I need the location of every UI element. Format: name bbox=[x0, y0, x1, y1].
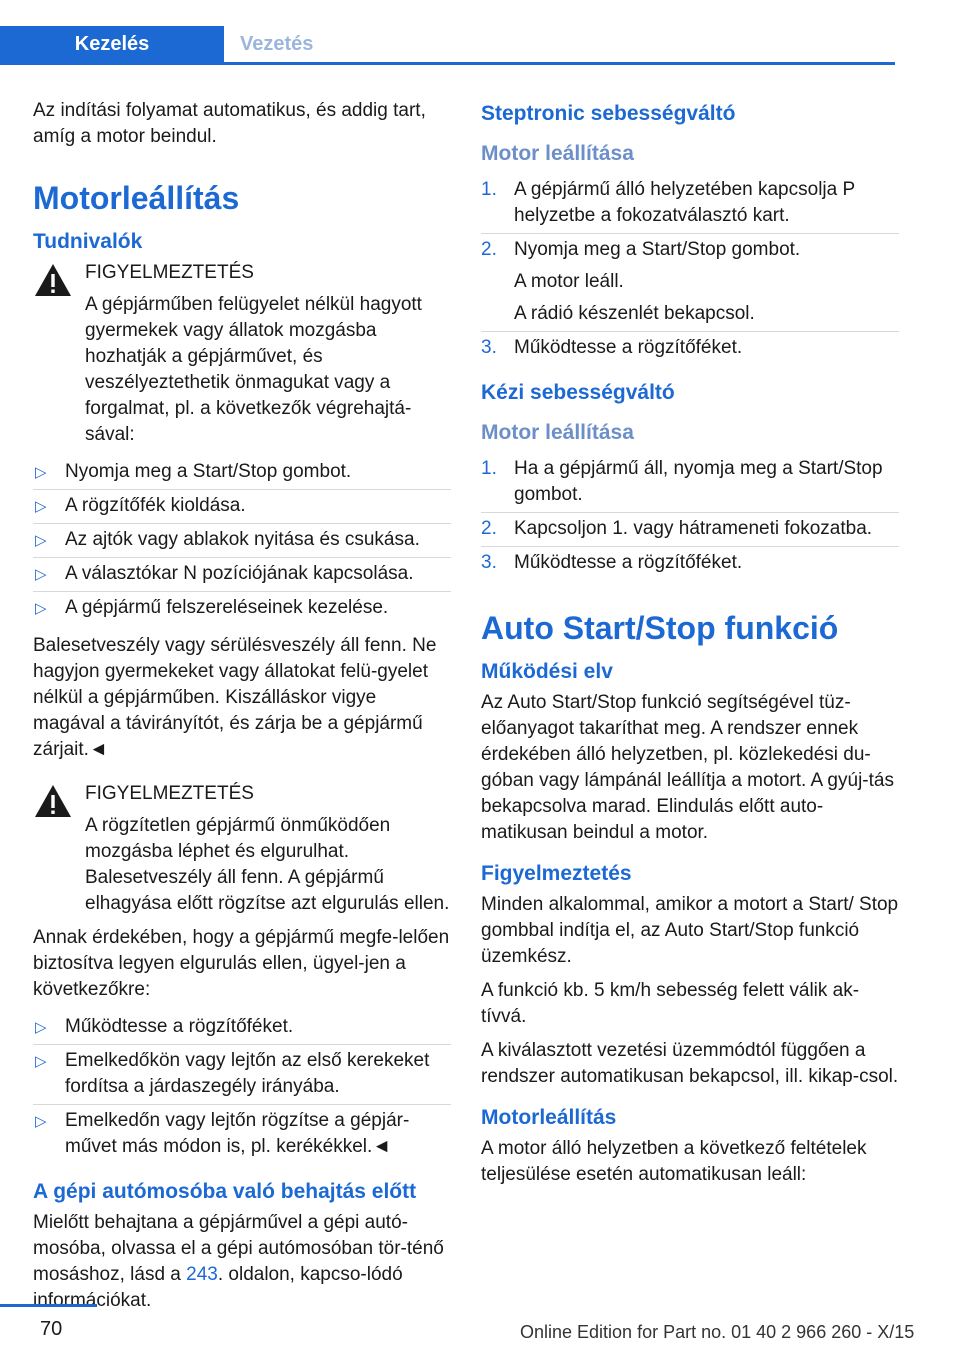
triangle-bullet-icon: ▷ bbox=[35, 566, 47, 583]
list-item: ▷ A rögzítőfék kioldása. bbox=[33, 490, 451, 524]
subheading-motor-leallitasa-1: Motor leállítása bbox=[481, 142, 634, 165]
triangle-bullet-icon: ▷ bbox=[35, 1113, 47, 1130]
warning-title: FIGYELMEZTETÉS bbox=[85, 783, 254, 804]
triangle-bullet-icon: ▷ bbox=[35, 532, 47, 549]
triangle-bullet-icon: ▷ bbox=[35, 464, 47, 481]
subsection-title-engine-stop: Motorleállítás bbox=[481, 1106, 617, 1129]
warning-block-1 bbox=[33, 260, 451, 448]
list-item: 2. Nyomja meg a Start/Stop gombot. A motor leáll. A rádió készenlét bekapcsol. bbox=[481, 234, 899, 332]
list-item: ▷ Emelkedőn vagy lejtőn rögzítse a gépjár‐művet más módon is, pl. kerékékkel.◄ bbox=[35, 1110, 410, 1157]
warning-triangle-icon bbox=[33, 783, 73, 819]
page-reference-link[interactable]: 243 bbox=[186, 1264, 218, 1285]
principle-paragraph: Az Auto Start/Stop funkció segítségével tüz‐előanyagot takaríthat meg. A rendszer ennek érdekében álló helyzetben, pl. közlekedési du‐góban vagy lámpánál leállítja a motort. A gyúj‐tás bekapcsolva marad. Elindulás előtt auto‐matikusan beindul a motor. bbox=[481, 692, 894, 843]
left-column bbox=[33, 98, 451, 1322]
car-wash-paragraph: Mielőtt behajtana a gépjárművel a gépi autó‐mosóba, olvassa el a gépi autómosóban tör‐ténő mosáshoz, lásd a 243. oldalon, kapcso‐lódó információkat. bbox=[33, 1212, 444, 1311]
list-item: ▷ A választókar N pozíciójának kapcsolása. bbox=[33, 558, 451, 592]
list-item: 3. Működtesse a rögzítőféket. bbox=[481, 552, 743, 573]
page-number: 70 bbox=[40, 1318, 63, 1340]
intro-paragraph: Az indítási folyamat automatikus, és addig tart, amíg a motor beindul. bbox=[33, 100, 426, 147]
warning-body: A gépjárműben felügyelet nélkül hagyott gyermekek vagy állatok mozgásba hozhatják a gépjárművet, és veszélyeztethetik önmagukat vagy a forgalmat, pl. a következők végrehajtá‐sával: bbox=[85, 294, 422, 445]
subsection-title-manual: Kézi sebességváltó bbox=[481, 381, 675, 404]
list-item: 3. Működtesse a rögzítőféket. bbox=[481, 337, 743, 358]
subsection-title-tudnivalok: Tudnivalók bbox=[33, 230, 143, 253]
list-item: 2. Kapcsoljon 1. vagy hátrameneti fokozatba. bbox=[481, 513, 899, 547]
section-title-auto-start-stop: Auto Start/Stop funkció bbox=[481, 610, 839, 646]
warning-block-2 bbox=[33, 781, 451, 917]
list-item: 1. A gépjármű álló helyzetében kapcsolja P helyzetbe a fokozatválasztó kart. bbox=[481, 174, 899, 234]
header-tab-bar bbox=[0, 26, 895, 65]
right-column bbox=[481, 98, 899, 1196]
subsection-title-mukodesi-elv: Működési elv bbox=[481, 660, 613, 683]
subsection-title-steptronic: Steptronic sebességváltó bbox=[481, 102, 736, 125]
edition-footer: Online Edition for Part no. 01 40 2 966 260 - X/15 bbox=[520, 1322, 915, 1342]
subsection-title-car-wash: A gépi autómosóba való behajtás előtt bbox=[33, 1180, 417, 1203]
list-item: ▷ A gépjármű felszereléseinek kezelése. bbox=[33, 592, 451, 625]
list-item: ▷ Működtesse a rögzítőféket. bbox=[33, 1011, 451, 1045]
warning-1-list bbox=[33, 456, 451, 625]
tab-kezeles[interactable]: Kezelés bbox=[0, 26, 224, 62]
tab-vezetes[interactable]: Vezetés bbox=[240, 33, 314, 55]
list-item: ▷ Nyomja meg a Start/Stop gombot. bbox=[33, 456, 451, 490]
list-item: ▷ Emelkedőkön vagy lejtőn az első kerekeket fordítsa a járdaszegély irányába. bbox=[33, 1045, 451, 1105]
footer-rule bbox=[0, 1304, 97, 1307]
section-title-motorleallitas: Motorleállítás bbox=[33, 180, 240, 216]
warning-1-followup: Balesetveszély vagy sérülésveszély áll fenn. Ne hagyjon gyermekeket vagy állatokat felü‐gyelet nélkül a gépjárműben. Kiszálláskor vigye magával a távirányítót, és zárja be a gépjármű zárjait.◄ bbox=[33, 635, 437, 760]
warning-body: A rögzítetlen gépjármű önműködően mozgásba léphet és elgurulhat. Balesetveszély áll fenn. A gépjármű elhagyása előtt rögzítse azt elgurulás ellen. bbox=[85, 815, 450, 914]
list-item: ▷ Az ajtók vagy ablakok nyitása és csukása. bbox=[33, 524, 451, 558]
triangle-bullet-icon: ▷ bbox=[35, 1019, 47, 1036]
warning-2-followup: Annak érdekében, hogy a gépjármű megfe‐lelően biztosítva legyen elgurulás ellen, ügyel‐jen a következőkre: bbox=[33, 927, 450, 1000]
warning-title: FIGYELMEZTETÉS bbox=[85, 262, 254, 283]
triangle-bullet-icon: ▷ bbox=[35, 600, 47, 617]
triangle-bullet-icon: ▷ bbox=[35, 1053, 47, 1070]
list-item: 1. Ha a gépjármű áll, nyomja meg a Start/Stop gombot. bbox=[481, 453, 899, 513]
triangle-bullet-icon: ▷ bbox=[35, 498, 47, 515]
subheading-motor-leallitasa-2: Motor leállítása bbox=[481, 421, 634, 444]
steptronic-steps bbox=[481, 174, 899, 365]
subsection-title-figyelmeztetes: Figyelmeztetés bbox=[481, 862, 632, 885]
warning-triangle-icon bbox=[33, 262, 73, 298]
caution-paragraph-2: A funkció kb. 5 km/h sebesség felett válik ak‐tívvá. bbox=[481, 980, 860, 1027]
caution-paragraph-1: Minden alkalommal, amikor a motort a Start/ Stop gombbal indítja el, az Auto Start/Stop funkció üzemkész. bbox=[481, 894, 899, 967]
caution-paragraph-3: A kiválasztott vezetési üzemmódtól függően a rendszer automatikusan bekapcsol, ill. kikap‐csol. bbox=[481, 1040, 899, 1087]
manual-steps bbox=[481, 453, 899, 580]
engine-stop-paragraph: A motor álló helyzetben a következő feltételek teljesülése esetén automatikusan leáll: bbox=[481, 1138, 867, 1185]
warning-2-list bbox=[33, 1011, 451, 1164]
